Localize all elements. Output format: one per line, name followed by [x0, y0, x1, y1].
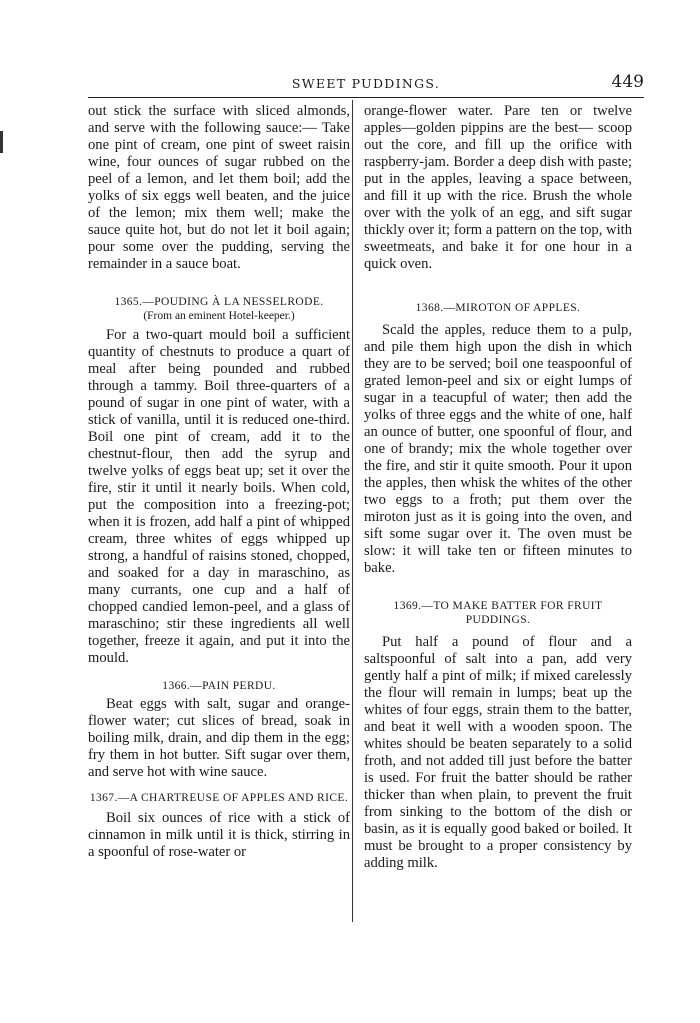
recipe-body: Scald the apples, reduce them to a pulp, and pile them high upon the dish in which they are to be served; boil one teaspoonful of grated lemon-peel and six or eight lumps of sugar in a teacupful of water; then add the yolks of three eggs and the white of one, half an ounce of butter, one spoonful of flour, and one of brandy; mix the whole together over the fire, and stir it quite smooth. Pour it upon the apples, then whisk the whites of the other two eggs to a froth; put them over the miroton just as it is going into the oven, and sift some sugar over it. The oven must be slow: it will take ten or fifteen minutes to bake. — [364, 322, 632, 576]
recipe-title: 1367.—A CHARTREUSE OF APPLES AND RICE. — [89, 792, 349, 804]
header-rule — [88, 97, 644, 98]
scan-edge-mark — [0, 131, 3, 153]
running-head: SWEET PUDDINGS. — [291, 76, 441, 91]
page-number: 449 — [611, 72, 644, 92]
continuation-text: out stick the surface with sliced almonds, and serve with the following sauce:— Take one pint of cream, one pint of sweet raisin wine, four ounces of sugar rubbed on the peel of a lemon, and let them boil; add the yolks of six eggs well beaten, and the juice of the lemon; mix them well; make the sauce quite hot, but do not let it boil again; pour some over the pudding, serving the remainder in a sauce boat. — [88, 103, 350, 272]
recipe-subtitle: (From an eminent Hotel-keeper.) — [143, 310, 295, 322]
recipe-body: For a two-quart mould boil a sufficient quantity of chestnuts to produce a quart of meal after being pounded and rubbed through a tammy. Boil three-quarters of a pound of sugar in one pint of water, with a stick of vanilla, until it is reduced one-third. Boil one pint of cream, add it to the chestnut-flour, then add the syrup and twelve yolks of eggs beat up; set it over the fire, stir it until it nearly boils. When cold, put the composition into a freezing-pot; when it is frozen, add half a pint of whipped cream, three whites of eggs whipped up strong, a handful of raisins stoned, chopped, and soaked for a day in maraschino, as many currants, one cup and a half of chopped candied lemon-peel, and a glass of maraschino; stir these ingredients all well together, freeze it again, and put it into the mould. — [88, 327, 350, 666]
recipe-title: 1368.—MIROTON OF APPLES. — [415, 302, 581, 314]
recipe-title: 1366.—PAIN PERDU. — [162, 680, 276, 692]
page-header — [88, 74, 644, 94]
recipe-body: Put half a pound of flour and a saltspoonful of salt into a pan, add very gently half a pint of milk; if mixed carelessly the flour will remain in lumps; beat up the whites of four eggs, strain them to the batter, and beat it well with a wooden spoon. The whites should be beaten separately to a solid froth, and not added till just before the batter is used. For fruit the batter should be rather thicker than when plain, to prevent the fruit from sinking to the bottom of the dish or basin, as it is equally good baked or boiled. It must be brought to a proper consistency by adding milk. — [364, 634, 632, 871]
recipe-title: 1365.—POUDING À LA NESSELRODE. — [114, 296, 324, 308]
recipe-body: Boil six ounces of rice with a stick of cinnamon in milk until it is thick, stirring in a spoonful of rose-water or — [88, 810, 350, 860]
recipe-title: 1369.—TO MAKE BATTER FOR FRUIT PUDDINGS. — [393, 600, 603, 626]
left-column — [88, 103, 350, 861]
recipe-body: Beat eggs with salt, sugar and orange-flower water; cut slices of bread, soak in boiling milk, drain, and dip them in the egg; fry them in hot butter. Sift sugar over them, and serve hot with wine sauce. — [88, 696, 350, 780]
continuation-text: orange-flower water. Pare ten or twelve apples—golden pippins are the best— scoop out the core, and fill up the orifice with raspberry-jam. Border a deep dish with paste; put in the apples, leaving a space between, and fill it up with the rice. Brush the whole over with the yolk of an egg, and sift sugar thickly over it; form a pattern on the top, with sweetmeats, and bake it for one hour in a quick oven. — [364, 103, 632, 272]
right-column — [364, 103, 632, 872]
column-divider — [352, 100, 353, 922]
